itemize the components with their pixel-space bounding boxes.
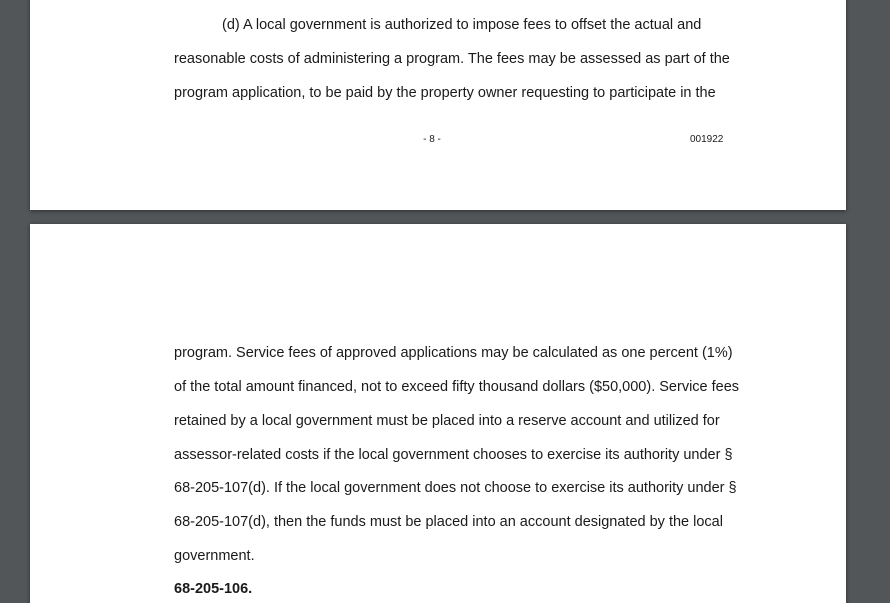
- section-heading: 68-205-106.: [174, 581, 253, 597]
- document-id: 001922: [690, 134, 724, 145]
- paragraph-line: (d) A local government is authorized to impose fees to offset the actual and: [222, 17, 702, 33]
- paragraph-line: government.: [174, 548, 255, 564]
- page-number: - 8 -: [423, 134, 441, 145]
- paragraph-line: assessor-related costs if the local government chooses to exercise its authority under §: [174, 447, 733, 463]
- document-page-8: [30, 0, 846, 210]
- paragraph-line: retained by a local government must be placed into a reserve account and utilized for: [174, 413, 720, 429]
- paragraph-line: of the total amount financed, not to exceed fifty thousand dollars ($50,000). Service fees: [174, 379, 740, 395]
- paragraph-line: reasonable costs of administering a program. The fees may be assessed as part of the: [174, 51, 730, 67]
- document-page-9: [30, 224, 846, 603]
- paragraph-line: 68-205-107(d). If the local government does not choose to exercise its authority under §: [174, 480, 737, 496]
- paragraph-line: program. Service fees of approved applications may be calculated as one percent (1%): [174, 345, 733, 361]
- paragraph-line: program application, to be paid by the property owner requesting to participate in the: [174, 85, 716, 101]
- paragraph-line: 68-205-107(d), then the funds must be placed into an account designated by the local: [174, 514, 723, 530]
